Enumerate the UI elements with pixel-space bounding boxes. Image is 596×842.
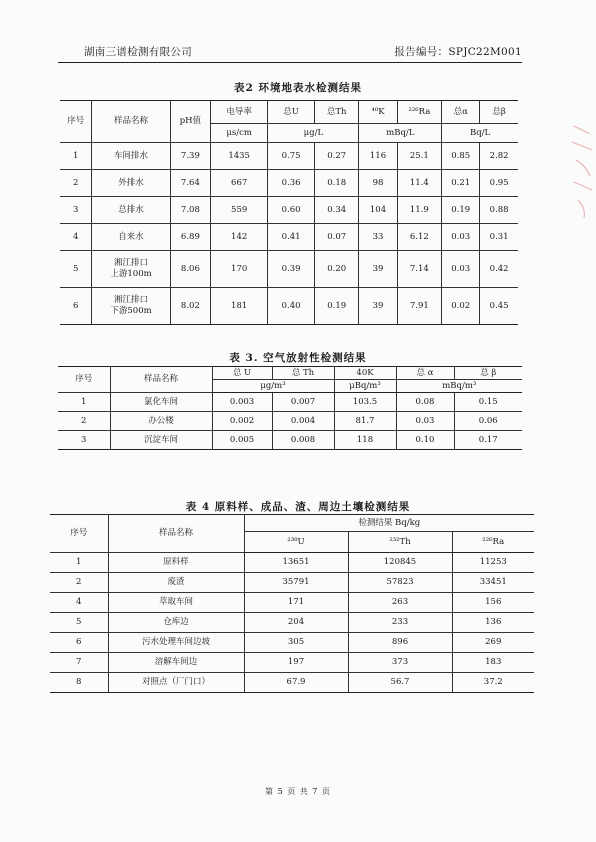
table-row	[50, 633, 534, 653]
table-row	[60, 143, 518, 170]
table-cell: 废渣	[108, 573, 244, 593]
table-cell: 8.02	[170, 288, 210, 325]
table-cell: 0.21	[442, 170, 480, 197]
table-cell: 57823	[348, 573, 452, 593]
air-radioactivity-table	[58, 366, 522, 450]
table-cell: 5	[60, 251, 92, 288]
table-cell: 104	[359, 197, 397, 224]
table-row	[60, 251, 518, 288]
table-cell: 56.7	[348, 673, 452, 693]
table-cell: 35791	[244, 573, 348, 593]
header-divider	[58, 62, 522, 63]
table-cell: 0.85	[442, 143, 480, 170]
table-cell: 沉淀车间	[110, 431, 212, 450]
table-cell: 1	[58, 393, 110, 412]
col-header-seq: 序号	[58, 367, 110, 393]
table-cell: 0.31	[480, 224, 518, 251]
table-cell: 0.34	[314, 197, 359, 224]
table-cell: 2	[50, 573, 108, 593]
table-cell: 0.008	[272, 431, 334, 450]
table-cell: 305	[244, 633, 348, 653]
table-cell: 污水处理车间边坡	[108, 633, 244, 653]
table-cell: 办公楼	[110, 412, 212, 431]
col-header-u238: ²³⁸U	[244, 532, 348, 553]
table-cell: 1	[60, 143, 92, 170]
table-row	[50, 573, 534, 593]
table-cell: 0.39	[268, 251, 315, 288]
table-cell: 103.5	[334, 393, 396, 412]
table4-title: 表 4 原料样、成品、渣、周边土壤检测结果	[185, 501, 411, 513]
table-cell: 25.1	[397, 143, 442, 170]
table-cell: 4	[60, 224, 92, 251]
unit-uth: μg/L	[268, 124, 359, 143]
unit-kra: mBq/L	[359, 124, 442, 143]
red-seal-stamp	[568, 120, 596, 230]
table-cell: 0.10	[396, 431, 454, 450]
table-row	[60, 224, 518, 251]
table-cell: 33	[359, 224, 397, 251]
table-row	[50, 673, 534, 693]
table-cell: 33451	[452, 573, 534, 593]
table2-title: 表2 环境地表水检测结果	[234, 82, 362, 94]
table-cell: 11.9	[397, 197, 442, 224]
table-cell: 67.9	[244, 673, 348, 693]
table-row	[58, 431, 522, 450]
table-cell: 204	[244, 613, 348, 633]
col-header-name: 样品名称	[92, 101, 170, 143]
table-cell: 181	[211, 288, 268, 325]
page-number: 第 5 页 共 7 页	[265, 787, 331, 796]
table-cell: 溶解车间边	[108, 653, 244, 673]
table-cell: 197	[244, 653, 348, 673]
table-cell: 171	[244, 593, 348, 613]
table-row	[58, 393, 522, 412]
col-header-beta: 总 β	[454, 367, 522, 380]
col-header-ra226: ²²⁶Ra	[397, 101, 442, 124]
unit-uth: μg/m³	[212, 380, 334, 393]
table-cell: 原料样	[108, 553, 244, 573]
table-cell: 0.95	[480, 170, 518, 197]
table-cell: 车间排水	[92, 143, 170, 170]
table-cell: 0.08	[396, 393, 454, 412]
col-header-th: 总Th	[314, 101, 359, 124]
table-cell: 0.41	[268, 224, 315, 251]
table-cell: 2	[60, 170, 92, 197]
table-cell: 外排水	[92, 170, 170, 197]
table-cell: 269	[452, 633, 534, 653]
col-header-th232: ²³²Th	[348, 532, 452, 553]
table-cell: 6	[60, 288, 92, 325]
col-header-name: 样品名称	[110, 367, 212, 393]
table-cell: 8	[50, 673, 108, 693]
table-cell: 136	[452, 613, 534, 633]
col-header-beta: 总β	[480, 101, 518, 124]
unit-cond: μs/cm	[211, 124, 268, 143]
table-cell: 6	[50, 633, 108, 653]
table-cell: 0.07	[314, 224, 359, 251]
table-cell: 0.19	[442, 197, 480, 224]
table-row	[58, 412, 522, 431]
table-cell: 0.03	[442, 251, 480, 288]
table-row	[50, 613, 534, 633]
table-cell: 0.75	[268, 143, 315, 170]
unit-ab: mBq/m³	[396, 380, 522, 393]
table-cell: 11253	[452, 553, 534, 573]
table-cell: 总排水	[92, 197, 170, 224]
col-header-seq: 序号	[50, 515, 108, 553]
table-cell: 8.06	[170, 251, 210, 288]
table4-header-row	[50, 515, 534, 532]
col-header-k40: 40K	[334, 367, 396, 380]
table-cell: 4	[50, 593, 108, 613]
col-header-group: 检测结果 Bq/kg	[244, 515, 534, 532]
table-cell: 0.15	[454, 393, 522, 412]
table-cell: 自来水	[92, 224, 170, 251]
table-cell: 118	[334, 431, 396, 450]
table-cell: 0.004	[272, 412, 334, 431]
table-cell: 5	[50, 613, 108, 633]
table-cell: 7.91	[397, 288, 442, 325]
table3-header-row	[58, 367, 522, 380]
table-cell: 7.14	[397, 251, 442, 288]
seal-fragment-icon	[568, 120, 596, 230]
soil-sample-table	[50, 514, 534, 693]
table3-title: 表 3. 空气放射性检测结果	[229, 352, 367, 364]
table-cell: 667	[211, 170, 268, 197]
table-cell: 39	[359, 251, 397, 288]
table-cell: 156	[452, 593, 534, 613]
table-cell: 896	[348, 633, 452, 653]
unit-ab: Bq/L	[442, 124, 518, 143]
table-cell: 13651	[244, 553, 348, 573]
table-cell: 萃取车间	[108, 593, 244, 613]
table-cell: 7	[50, 653, 108, 673]
table-cell: 3	[60, 197, 92, 224]
table-cell: 0.20	[314, 251, 359, 288]
table-cell: 湘江排口 下游500m	[92, 288, 170, 325]
report-number: 报告编号：SPJC22M001	[394, 46, 522, 58]
table-cell: 373	[348, 653, 452, 673]
table-cell: 0.45	[480, 288, 518, 325]
table-cell: 183	[452, 653, 534, 673]
table-cell: 2	[58, 412, 110, 431]
table-cell: 142	[211, 224, 268, 251]
table-cell: 0.003	[212, 393, 272, 412]
table-cell: 7.39	[170, 143, 210, 170]
table-row	[50, 653, 534, 673]
col-header-u: 总U	[268, 101, 315, 124]
table-cell: 6.12	[397, 224, 442, 251]
table-cell: 0.002	[212, 412, 272, 431]
table-cell: 11.4	[397, 170, 442, 197]
table-cell: 263	[348, 593, 452, 613]
table-row	[50, 593, 534, 613]
company-name: 湖南三谱检测有限公司	[84, 46, 192, 58]
col-header-cond: 电导率	[211, 101, 268, 124]
table-cell: 0.005	[212, 431, 272, 450]
table-row	[60, 288, 518, 325]
col-header-name: 样品名称	[108, 515, 244, 553]
table-cell: 湘江排口 上游100m	[92, 251, 170, 288]
col-header-k40: ⁴⁰K	[359, 101, 397, 124]
table-row	[60, 170, 518, 197]
table-row	[60, 197, 518, 224]
table-cell: 0.03	[442, 224, 480, 251]
table-cell: 0.27	[314, 143, 359, 170]
table-cell: 37.2	[452, 673, 534, 693]
unit-k: μBq/m³	[334, 380, 396, 393]
table-cell: 0.88	[480, 197, 518, 224]
table-cell: 233	[348, 613, 452, 633]
table-cell: 0.18	[314, 170, 359, 197]
table-cell: 0.02	[442, 288, 480, 325]
table-cell: 0.40	[268, 288, 315, 325]
table-cell: 7.08	[170, 197, 210, 224]
table-cell: 0.007	[272, 393, 334, 412]
table-cell: 98	[359, 170, 397, 197]
table-cell: 39	[359, 288, 397, 325]
table-cell: 559	[211, 197, 268, 224]
table-cell: 仓库边	[108, 613, 244, 633]
col-header-ph: pH值	[170, 101, 210, 143]
col-header-ra226: ²²⁶Ra	[452, 532, 534, 553]
table-cell: 170	[211, 251, 268, 288]
table-cell: 1435	[211, 143, 268, 170]
table-cell: 0.17	[454, 431, 522, 450]
table-cell: 0.19	[314, 288, 359, 325]
table-cell: 0.42	[480, 251, 518, 288]
table-cell: 2.82	[480, 143, 518, 170]
col-header-seq: 序号	[60, 101, 92, 143]
col-header-th: 总 Th	[272, 367, 334, 380]
col-header-alpha: 总α	[442, 101, 480, 124]
table-cell: 1	[50, 553, 108, 573]
table2-header-row	[60, 101, 518, 124]
table-cell: 120845	[348, 553, 452, 573]
table-row	[50, 553, 534, 573]
table-cell: 0.60	[268, 197, 315, 224]
surface-water-table	[60, 100, 518, 325]
table-cell: 116	[359, 143, 397, 170]
table-cell: 7.64	[170, 170, 210, 197]
table-cell: 0.06	[454, 412, 522, 431]
table-cell: 0.36	[268, 170, 315, 197]
table-cell: 6.89	[170, 224, 210, 251]
table-cell: 81.7	[334, 412, 396, 431]
table-cell: 3	[58, 431, 110, 450]
table-cell: 对照点（厂门口）	[108, 673, 244, 693]
col-header-alpha: 总 α	[396, 367, 454, 380]
table-cell: 氯化车间	[110, 393, 212, 412]
table-cell: 0.03	[396, 412, 454, 431]
col-header-u: 总 U	[212, 367, 272, 380]
